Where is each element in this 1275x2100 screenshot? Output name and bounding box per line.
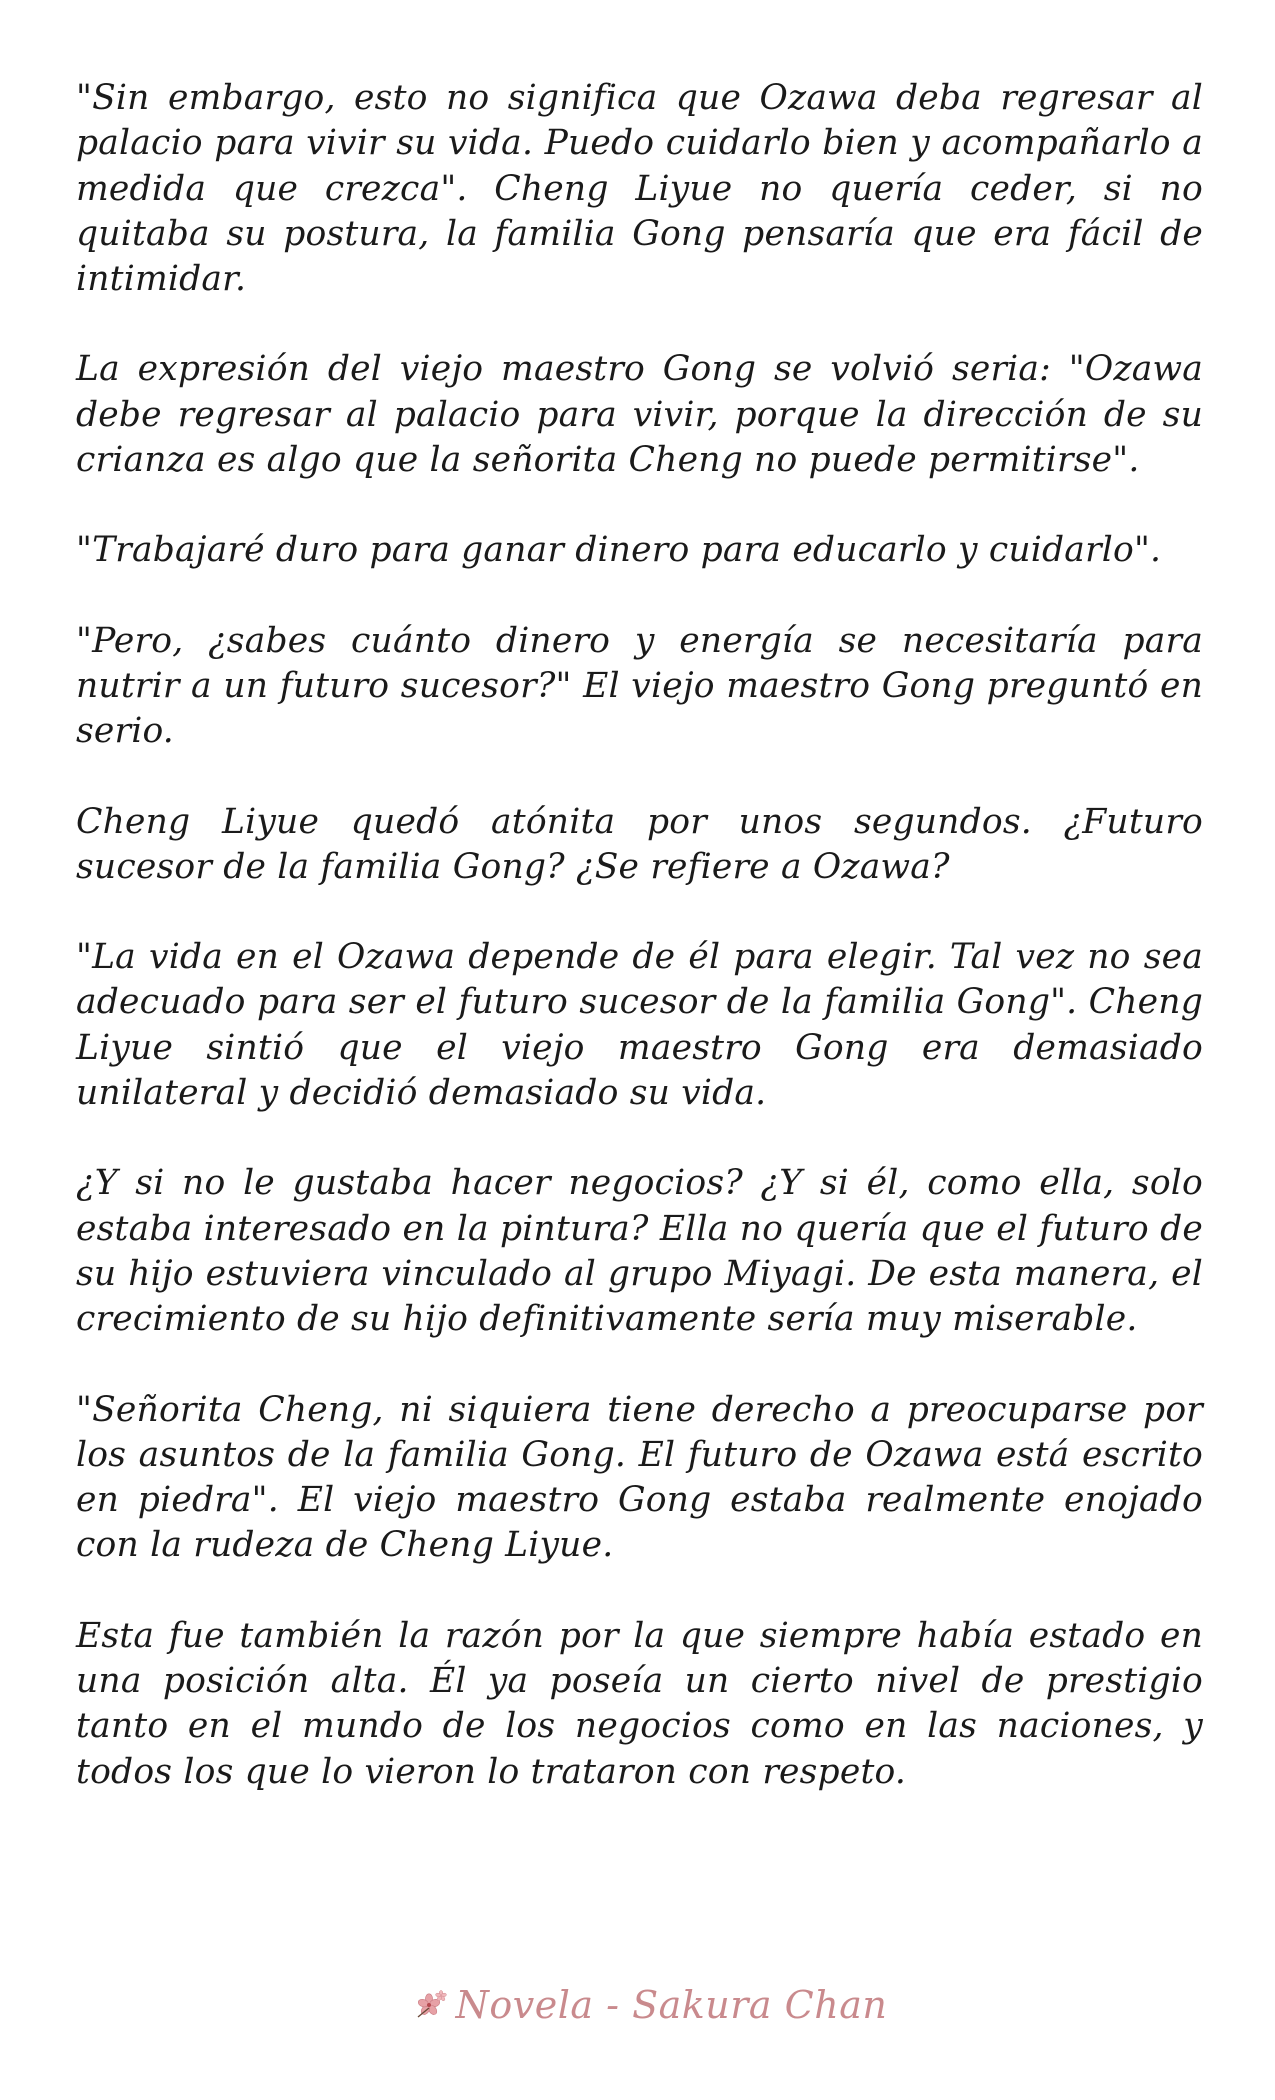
paragraph-2: La expresión del viejo maestro Gong se volvió seria: "Ozawa debe regresar al palacio para vivir, porque la dirección de su crianza es algo que la señorita Cheng no puede permitirse". bbox=[76, 349, 1203, 481]
paragraph-8: "Señorita Cheng, ni siquiera tiene derecho a preocuparse por los asuntos de la familia Gong. El futuro de Ozawa está escrito en piedra". El viejo maestro Gong estaba realmente enojado con la rudeza de Cheng Liyue. bbox=[76, 1389, 1203, 1566]
paragraph-4: "Pero, ¿sabes cuánto dinero y energía se necesitaría para nutrir a un futuro sucesor?" El viejo maestro Gong preguntó en serio. bbox=[76, 620, 1203, 752]
paragraph-6: "La vida en el Ozawa depende de él para elegir. Tal vez no sea adecuado para ser el futuro sucesor de la familia Gong". Cheng Liyue sintió que el viejo maestro Gong era demasiado unilateral y decidió demasiado su vida. bbox=[76, 937, 1203, 1114]
footer-brand bbox=[414, 1983, 888, 2027]
sakura-blossom-icon bbox=[414, 1988, 448, 2022]
footer-watermark bbox=[0, 1980, 1275, 2030]
paragraph-3: "Trabajaré duro para ganar dinero para educarlo y cuidarlo". bbox=[76, 530, 1162, 571]
paragraph-5: Cheng Liyue quedó atónita por unos segundos. ¿Futuro sucesor de la familia Gong? ¿Se refiere a Ozawa? bbox=[76, 801, 1203, 887]
paragraph-1: "Sin embargo, esto no significa que Ozawa deba regresar al palacio para vivir su vida. Puedo cuidarlo bien y acompañarlo a medida que crezca". Cheng Liyue no quería ceder, si no quitaba su postura, la familia Gong pensaría que era fácil de intimidar. bbox=[76, 78, 1203, 300]
document-body bbox=[76, 76, 1203, 1840]
paragraph-7: ¿Y si no le gustaba hacer negocios? ¿Y si él, como ella, solo estaba interesado en la pintura? Ella no quería que el futuro de su hijo estuviera vinculado al grupo Miyagi. De esta manera, el crecimiento de su hijo definitivamente sería muy miserable. bbox=[76, 1163, 1203, 1340]
paragraph-9: Esta fue también la razón por la que siempre había estado en una posición alta. Él ya poseía un cierto nivel de prestigio tanto en el mundo de los negocios como en las naciones, y todos los que lo vieron lo trataron con respeto. bbox=[76, 1615, 1203, 1792]
footer-text: Novela - Sakura Chan bbox=[455, 1983, 888, 2027]
